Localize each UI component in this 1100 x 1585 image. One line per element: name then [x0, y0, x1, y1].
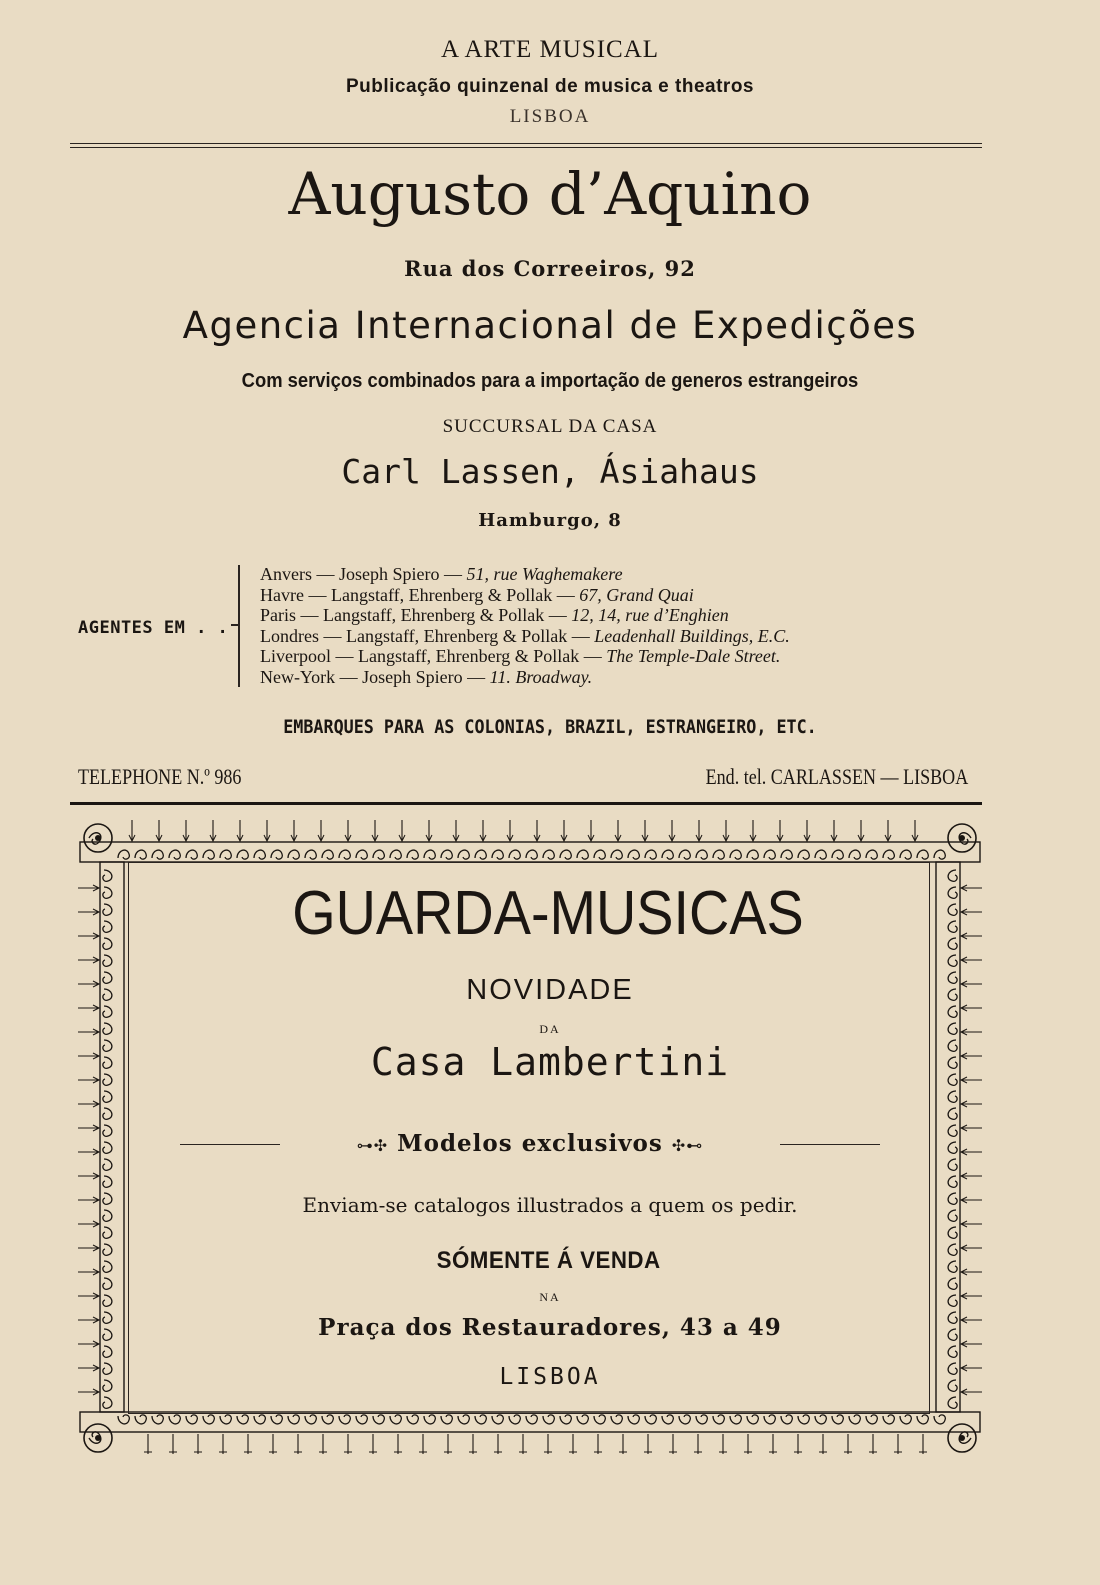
- agent-city: Liverpool — Langstaff, Ehrenberg & Pollak —: [260, 646, 607, 666]
- scroll-flourish-icon: [103, 1397, 112, 1408]
- scroll-flourish-icon: [900, 850, 911, 859]
- scroll-flourish-icon: [832, 850, 843, 859]
- scroll-flourish-icon: [305, 1415, 316, 1424]
- da-label: DA: [539, 1022, 561, 1036]
- models-text: Modelos exclusivos: [397, 1130, 663, 1157]
- journal-title: A ARTE MUSICAL: [440, 36, 660, 63]
- scroll-flourish-icon: [849, 850, 860, 859]
- scroll-flourish-icon: [220, 850, 231, 859]
- agent-city: Havre — Langstaff, Ehrenberg & Pollak —: [260, 584, 580, 605]
- shop-name: Casa Lambertini: [370, 1040, 730, 1084]
- scroll-flourish-icon: [948, 1397, 957, 1408]
- scroll-flourish-icon: [103, 1176, 112, 1187]
- agent-city: New-York — Joseph Spiero —: [260, 666, 490, 687]
- scroll-flourish-icon: [866, 850, 877, 859]
- scroll-flourish-icon: [103, 1108, 112, 1119]
- scroll-flourish-icon: [662, 850, 673, 859]
- scroll-flourish-icon: [475, 1415, 486, 1424]
- scroll-flourish-icon: [730, 1415, 741, 1424]
- scroll-flourish-icon: [934, 850, 945, 859]
- scroll-flourish-icon: [543, 1415, 554, 1424]
- agents-list: [260, 564, 790, 687]
- scroll-flourish-icon: [103, 955, 112, 966]
- corner-flourish-icon: [959, 835, 965, 841]
- agent-row: [260, 667, 790, 688]
- shipping-line: EMBARQUES PARA AS COLONIAS, BRAZIL, ESTRANGEIRO, ETC.: [283, 716, 817, 738]
- scroll-flourish-icon: [645, 850, 656, 859]
- scroll-flourish-icon: [948, 1227, 957, 1238]
- scroll-flourish-icon: [237, 850, 248, 859]
- product-title: GUARDA-MUSICAS: [292, 879, 804, 948]
- scroll-flourish-icon: [948, 1159, 957, 1170]
- scroll-flourish-icon: [322, 1415, 333, 1424]
- scroll-flourish-icon: [594, 850, 605, 859]
- agents-brace-tip: [231, 624, 238, 626]
- scroll-flourish-icon: [662, 1415, 673, 1424]
- scroll-flourish-icon: [883, 850, 894, 859]
- branch-label: SUCCURSAL DA CASA: [442, 416, 658, 437]
- scroll-flourish-icon: [458, 850, 469, 859]
- ornament-left-icon: ⊶✣: [356, 1136, 389, 1155]
- scroll-flourish-icon: [730, 850, 741, 859]
- parent-house-name: Carl Lassen, Ásiahaus: [341, 452, 759, 491]
- scroll-flourish-icon: [866, 1415, 877, 1424]
- scroll-flourish-icon: [103, 1278, 112, 1289]
- models-line: [180, 1130, 880, 1157]
- scroll-flourish-icon: [815, 1415, 826, 1424]
- journal-subtitle: Publicação quinzenal de musica e theatros: [345, 76, 754, 97]
- scroll-flourish-icon: [186, 1415, 197, 1424]
- scroll-flourish-icon: [594, 1415, 605, 1424]
- corner-flourish-icon: [95, 835, 101, 841]
- scroll-flourish-icon: [475, 850, 486, 859]
- scroll-flourish-icon: [103, 1346, 112, 1357]
- scroll-flourish-icon: [492, 1415, 503, 1424]
- scroll-flourish-icon: [883, 1415, 894, 1424]
- agency-heading: Agencia Internacional de Expedições: [182, 304, 918, 347]
- shop-address: Praça dos Restauradores, 43 a 49: [318, 1314, 782, 1341]
- header-double-rule: [70, 143, 982, 148]
- agent-address: 11. Broadway.: [489, 666, 593, 687]
- telephone-number: TELEPHONE N.º 986: [78, 764, 242, 789]
- scroll-flourish-icon: [526, 850, 537, 859]
- scroll-flourish-icon: [103, 1091, 112, 1102]
- scroll-flourish-icon: [288, 850, 299, 859]
- scroll-flourish-icon: [948, 1278, 957, 1289]
- scroll-flourish-icon: [900, 1415, 911, 1424]
- scroll-flourish-icon: [271, 1415, 282, 1424]
- scroll-flourish-icon: [339, 1415, 350, 1424]
- scroll-flourish-icon: [917, 850, 928, 859]
- scroll-flourish-icon: [203, 850, 214, 859]
- scroll-flourish-icon: [322, 850, 333, 859]
- scroll-flourish-icon: [832, 1415, 843, 1424]
- scroll-flourish-icon: [781, 850, 792, 859]
- scroll-flourish-icon: [407, 1415, 418, 1424]
- telegraph-address: End. tel. CARLASSEN — LISBOA: [705, 764, 968, 789]
- models-banner: [180, 1130, 880, 1160]
- scroll-flourish-icon: [577, 1415, 588, 1424]
- scroll-flourish-icon: [713, 1415, 724, 1424]
- scroll-flourish-icon: [254, 850, 265, 859]
- scroll-flourish-icon: [628, 1415, 639, 1424]
- scroll-flourish-icon: [305, 850, 316, 859]
- agent-address: 12, 14, rue d’Enghien: [571, 605, 729, 625]
- scroll-flourish-icon: [237, 1415, 248, 1424]
- scroll-flourish-icon: [747, 1415, 758, 1424]
- scroll-flourish-icon: [271, 850, 282, 859]
- advertiser-street: Rua dos Correeiros, 92: [404, 256, 696, 281]
- scroll-flourish-icon: [373, 1415, 384, 1424]
- scroll-flourish-icon: [103, 1159, 112, 1170]
- agent-address: Leadenhall Buildings, E.C.: [594, 625, 790, 646]
- scroll-flourish-icon: [577, 850, 588, 859]
- scroll-flourish-icon: [628, 850, 639, 859]
- scroll-flourish-icon: [781, 1415, 792, 1424]
- scroll-flourish-icon: [220, 1415, 231, 1424]
- scroll-flourish-icon: [948, 1142, 957, 1153]
- scroll-flourish-icon: [560, 850, 571, 859]
- scroll-flourish-icon: [645, 1415, 656, 1424]
- scroll-flourish-icon: [713, 850, 724, 859]
- scroll-flourish-icon: [798, 850, 809, 859]
- scroll-flourish-icon: [254, 1415, 265, 1424]
- scroll-flourish-icon: [679, 1415, 690, 1424]
- services-line: Com serviços combinados para a importação de generos estrangeiros: [241, 370, 859, 392]
- scroll-flourish-icon: [288, 1415, 299, 1424]
- scroll-flourish-icon: [441, 1415, 452, 1424]
- advertiser-name: Augusto d’Aquino: [288, 160, 812, 228]
- scroll-flourish-icon: [103, 1125, 112, 1136]
- scroll-flourish-icon: [679, 850, 690, 859]
- bottom-band: [80, 1412, 980, 1432]
- agent-row: [260, 605, 790, 626]
- sale-line: SÓMENTE Á VENDA: [436, 1247, 661, 1274]
- scroll-flourish-icon: [948, 1125, 957, 1136]
- scroll-flourish-icon: [509, 850, 520, 859]
- ornament-right-icon: ✣⊷: [671, 1136, 704, 1155]
- scroll-flourish-icon: [407, 850, 418, 859]
- scroll-flourish-icon: [696, 1415, 707, 1424]
- agent-row: [260, 564, 790, 585]
- scroll-flourish-icon: [135, 1415, 146, 1424]
- scroll-flourish-icon: [103, 1006, 112, 1017]
- agent-row: [260, 646, 790, 667]
- scroll-flourish-icon: [203, 1415, 214, 1424]
- scroll-flourish-icon: [118, 1415, 129, 1424]
- scroll-flourish-icon: [103, 1227, 112, 1238]
- scroll-flourish-icon: [917, 1415, 928, 1424]
- corner-flourish-icon: [95, 1435, 101, 1441]
- agent-city: Paris — Langstaff, Ehrenberg & Pollak —: [260, 605, 572, 625]
- scroll-flourish-icon: [152, 1415, 163, 1424]
- scroll-flourish-icon: [934, 1415, 945, 1424]
- scroll-flourish-icon: [169, 850, 180, 859]
- journal-city: LISBOA: [509, 106, 591, 127]
- section-divider: [70, 802, 982, 805]
- scroll-flourish-icon: [152, 850, 163, 859]
- scroll-flourish-icon: [849, 1415, 860, 1424]
- scroll-flourish-icon: [339, 850, 350, 859]
- agents-label: AGENTES EM . .: [78, 618, 229, 638]
- scroll-flourish-icon: [948, 1108, 957, 1119]
- corner-flourish-icon: [959, 1435, 965, 1441]
- scroll-flourish-icon: [441, 850, 452, 859]
- scroll-flourish-icon: [373, 850, 384, 859]
- scroll-flourish-icon: [611, 850, 622, 859]
- agent-row: [260, 585, 790, 606]
- top-band: [80, 842, 980, 862]
- scroll-flourish-icon: [747, 850, 758, 859]
- scroll-flourish-icon: [186, 850, 197, 859]
- scroll-flourish-icon: [103, 1142, 112, 1153]
- scroll-flourish-icon: [526, 1415, 537, 1424]
- agent-city: Londres — Langstaff, Ehrenberg & Pollak —: [260, 625, 595, 646]
- novelty-label: NOVIDADE: [466, 974, 634, 1006]
- scroll-flourish-icon: [764, 1415, 775, 1424]
- scroll-flourish-icon: [390, 850, 401, 859]
- scroll-flourish-icon: [543, 850, 554, 859]
- scroll-flourish-icon: [169, 1415, 180, 1424]
- scroll-flourish-icon: [509, 1415, 520, 1424]
- scroll-flourish-icon: [798, 1415, 809, 1424]
- agent-row: [260, 626, 790, 647]
- scroll-flourish-icon: [356, 850, 367, 859]
- parent-house-city: Hamburgo, 8: [478, 510, 622, 531]
- scroll-flourish-icon: [356, 1415, 367, 1424]
- agent-city: Anvers — Joseph Spiero —: [260, 564, 467, 584]
- scroll-flourish-icon: [948, 1346, 957, 1357]
- scroll-flourish-icon: [948, 1091, 957, 1102]
- scroll-flourish-icon: [424, 850, 435, 859]
- scroll-flourish-icon: [458, 1415, 469, 1424]
- na-label: NA: [539, 1290, 561, 1304]
- scroll-flourish-icon: [560, 1415, 571, 1424]
- agent-address: The Temple-Dale Street.: [606, 646, 781, 666]
- agents-brace: [238, 565, 248, 687]
- scroll-flourish-icon: [118, 850, 129, 859]
- scroll-flourish-icon: [764, 850, 775, 859]
- scroll-flourish-icon: [815, 850, 826, 859]
- scroll-flourish-icon: [696, 850, 707, 859]
- scroll-flourish-icon: [424, 1415, 435, 1424]
- scroll-flourish-icon: [948, 1006, 957, 1017]
- scroll-flourish-icon: [948, 1176, 957, 1187]
- scroll-flourish-icon: [492, 850, 503, 859]
- scroll-flourish-icon: [135, 850, 146, 859]
- scroll-flourish-icon: [390, 1415, 401, 1424]
- agent-address: 51, rue Waghemakere: [466, 564, 623, 584]
- shop-city: LISBOA: [499, 1364, 601, 1390]
- catalog-line: Enviam-se catalogos illustrados a quem os pedir.: [302, 1193, 798, 1217]
- agent-address: 67, Grand Quai: [579, 584, 694, 605]
- scroll-flourish-icon: [948, 955, 957, 966]
- scroll-flourish-icon: [611, 1415, 622, 1424]
